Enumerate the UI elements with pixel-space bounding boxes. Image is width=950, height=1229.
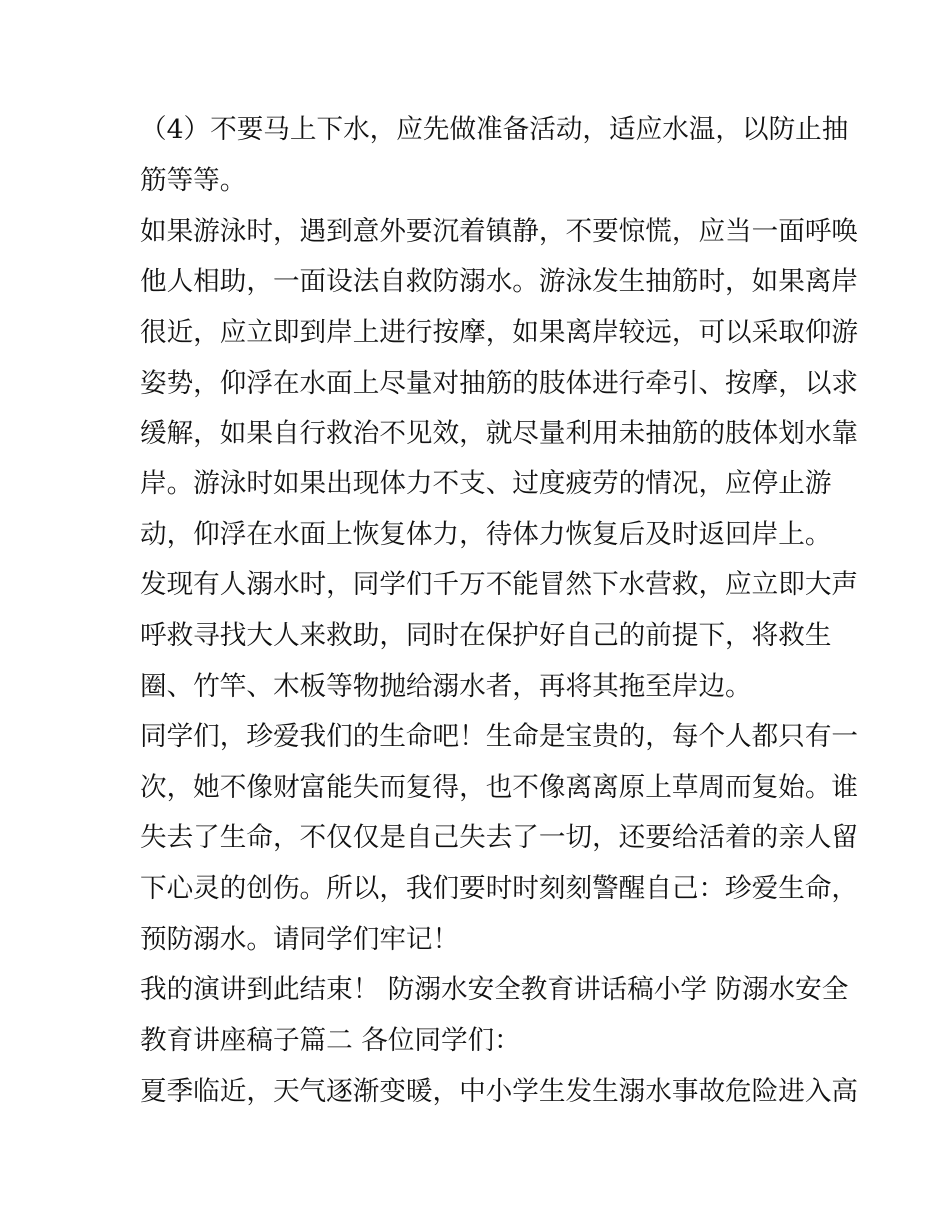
text-line: 很近，应立即到岸上进行按摩，如果离岸较远，可以采取仰游 bbox=[140, 317, 859, 348]
text-line: （4）不要马上下水，应先做准备活动，适应水温，以防止抽 bbox=[140, 114, 849, 145]
text-line: 他人相助，一面设法自救防溺水。游泳发生抽筋时，如果离岸 bbox=[140, 266, 859, 297]
text-line: 筋等等。 bbox=[140, 165, 247, 196]
text-line: 如果游泳时，遇到意外要沉着镇静，不要惊慌，应当一面呼唤 bbox=[140, 216, 859, 247]
text-line: 缓解，如果自行救治不见效，就尽量利用未抽筋的肢体划水靠 bbox=[140, 418, 859, 449]
text-line: 下心灵的创伤。所以，我们要时时刻刻警醒自己：珍爱生命， bbox=[140, 873, 859, 904]
text-line: 预防溺水。请同学们牢记！ bbox=[140, 924, 460, 955]
text-line: 呼救寻找大人来救助，同时在保护好自己的前提下，将救生 bbox=[140, 620, 832, 651]
text-line: 同学们，珍爱我们的生命吧！生命是宝贵的，每个人都只有一 bbox=[140, 721, 859, 752]
text-line: 发现有人溺水时，同学们千万不能冒然下水营救，应立即大声 bbox=[140, 569, 859, 600]
text-line: 夏季临近，天气逐渐变暖，中小学生发生溺水事故危险进入高 bbox=[140, 1076, 859, 1107]
text-line: 姿势，仰浮在水面上尽量对抽筋的肢体进行牵引、按摩，以求 bbox=[140, 368, 859, 399]
text-line: 圈、竹竿、木板等物抛给溺水者，再将其拖至岸边。 bbox=[140, 671, 752, 702]
text-line: 次，她不像财富能失而复得，也不像离离原上草周而复始。谁 bbox=[140, 772, 859, 803]
text-line: 教育讲座稿子篇二 各位同学们： bbox=[140, 1025, 521, 1056]
text-line: 失去了生命，不仅仅是自己失去了一切，还要给活着的亲人留 bbox=[140, 822, 859, 853]
text-line: 动，仰浮在水面上恢复体力，待体力恢复后及时返回岸上。 bbox=[140, 519, 832, 550]
text-line: 岸。游泳时如果出现体力不支、过度疲劳的情况，应停止游 bbox=[140, 468, 832, 499]
text-line: 我的演讲到此结束！ 防溺水安全教育讲话稿小学 防溺水安全 bbox=[140, 974, 849, 1005]
